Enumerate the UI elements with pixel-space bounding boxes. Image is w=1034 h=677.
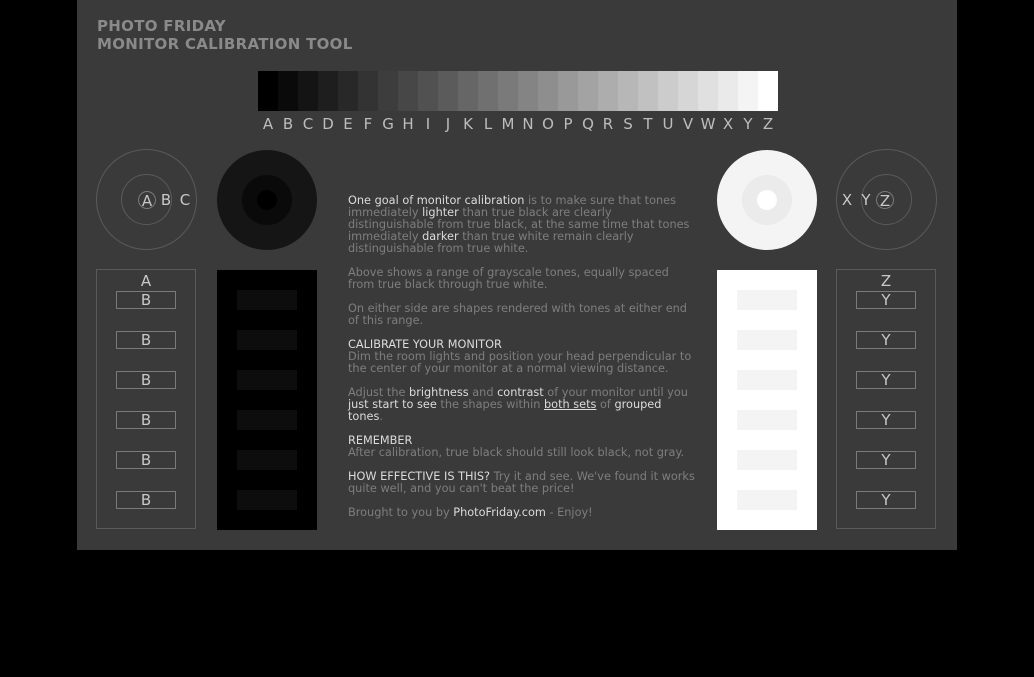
shapes-paragraph: On either side are shapes rendered with tones at either end of this range.	[348, 302, 687, 327]
tone-letter: U	[662, 115, 674, 133]
light-tone-rect	[737, 490, 797, 510]
remember-paragraph: REMEMBER After calibration, true black should still look black, not gray.	[348, 434, 685, 459]
grayscale-paragraph: Above shows a range of grayscale tones, equally spaced from true black through true white.	[348, 266, 669, 291]
effective-paragraph: HOW EFFECTIVE IS THIS? Try it and see. We've found it works quite well, and you can't beat the price!	[348, 470, 695, 495]
tone-swatch	[698, 71, 718, 111]
tone-letter: P	[563, 115, 573, 133]
grayscale-strip	[258, 71, 778, 111]
dark-tone-column	[217, 270, 317, 530]
calibrate-paragraph: CALIBRATE YOUR MONITOR Dim the room lights and position your head perpendicular to the center of your monitor at a normal viewing distance.	[348, 338, 692, 375]
photofriday-link[interactable]: PhotoFriday.com	[453, 506, 546, 519]
right-box-item: Y	[856, 331, 916, 349]
tone-swatch	[398, 71, 418, 111]
left-box-item: B	[116, 291, 176, 309]
tone-letter: B	[282, 115, 294, 133]
light-tone-column	[717, 270, 817, 530]
grayscale-letters	[258, 115, 778, 133]
tone-swatch	[758, 71, 778, 111]
intro-paragraph: One goal of monitor calibration is to make sure that tones immediately lighter than true black are clearly distinguishable from true black, at the same time that tones immediately darker than true white remain clearly distinguishable from true white.	[348, 194, 690, 255]
tone-swatch	[358, 71, 378, 111]
tone-letter: R	[602, 115, 614, 133]
left-box-header: A	[140, 272, 152, 290]
tone-letter: E	[343, 115, 353, 133]
dark-tone-rect	[237, 410, 297, 430]
tone-letter: V	[682, 115, 694, 133]
right-box-item: Y	[856, 491, 916, 509]
title-line-1: PHOTO FRIDAY	[97, 17, 226, 35]
tone-swatch	[378, 71, 398, 111]
tone-letter: N	[522, 115, 534, 133]
dark-tone-rect	[237, 490, 297, 510]
target-letter-b: B	[160, 191, 172, 209]
credit-paragraph: Brought to you by PhotoFriday.com - Enjoy!	[348, 506, 593, 519]
calibrate-heading: CALIBRATE YOUR MONITOR	[348, 338, 502, 351]
dark-tone-rect	[237, 370, 297, 390]
tone-swatch	[578, 71, 598, 111]
right-box-item: Y	[856, 291, 916, 309]
remember-heading: REMEMBER	[348, 434, 413, 447]
tone-letter: O	[542, 115, 554, 133]
left-letter-box	[96, 269, 196, 529]
light-tone-rect	[737, 450, 797, 470]
title-line-2: MONITOR CALIBRATION TOOL	[97, 35, 353, 53]
effective-heading: HOW EFFECTIVE IS THIS?	[348, 470, 490, 483]
tone-letter: C	[302, 115, 314, 133]
light-tone-rect	[737, 330, 797, 350]
tone-swatch	[438, 71, 458, 111]
tone-letter: G	[382, 115, 394, 133]
tone-letter: J	[445, 115, 451, 133]
left-box-item: B	[116, 451, 176, 469]
target-letter-c: C	[179, 191, 191, 209]
tone-swatch	[658, 71, 678, 111]
tone-letter: W	[700, 115, 716, 133]
calibration-panel	[77, 0, 957, 550]
dark-tone-rect	[237, 450, 297, 470]
tone-swatch	[718, 71, 738, 111]
tone-letter: K	[463, 115, 473, 133]
left-box-item: B	[116, 491, 176, 509]
adjust-paragraph: Adjust the brightness and contrast of your monitor until you just start to see the shapes within both sets of grouped tones.	[348, 386, 688, 423]
left-box-item: B	[116, 411, 176, 429]
tone-swatch	[418, 71, 438, 111]
tone-letter: Q	[582, 115, 594, 133]
light-tone-rect	[737, 290, 797, 310]
tone-swatch	[538, 71, 558, 111]
right-box-header: Z	[880, 272, 892, 290]
tone-swatch	[738, 71, 758, 111]
tone-letter: L	[483, 115, 493, 133]
tone-swatch	[278, 71, 298, 111]
instructions	[348, 195, 698, 531]
tone-swatch	[318, 71, 338, 111]
tone-letter: F	[363, 115, 373, 133]
light-tone-rect	[737, 410, 797, 430]
target-letter-a: A	[138, 191, 156, 209]
right-box-item: Y	[856, 411, 916, 429]
tone-letter: M	[501, 115, 515, 133]
tone-swatch	[618, 71, 638, 111]
tone-letter: X	[722, 115, 734, 133]
tone-letter: I	[425, 115, 431, 133]
tone-letter: S	[623, 115, 633, 133]
tone-swatch	[258, 71, 278, 111]
dark-tone-rect	[237, 290, 297, 310]
tone-swatch	[678, 71, 698, 111]
target-letter-y: Y	[861, 191, 871, 209]
tone-letter: D	[322, 115, 334, 133]
tone-swatch	[558, 71, 578, 111]
tone-swatch	[498, 71, 518, 111]
tone-swatch	[598, 71, 618, 111]
tone-swatch	[478, 71, 498, 111]
light-tone-rect	[737, 370, 797, 390]
tone-swatch	[458, 71, 478, 111]
tone-letter: T	[643, 115, 653, 133]
target-letter-z: Z	[876, 191, 894, 209]
tone-swatch	[298, 71, 318, 111]
tone-swatch	[338, 71, 358, 111]
target-letter-x: X	[841, 191, 853, 209]
right-box-item: Y	[856, 451, 916, 469]
left-box-item: B	[116, 371, 176, 389]
right-box-item: Y	[856, 371, 916, 389]
tone-letter: H	[402, 115, 414, 133]
tone-letter: Z	[762, 115, 774, 133]
tone-letter: Y	[743, 115, 753, 133]
right-letter-box	[836, 269, 936, 529]
tone-swatch	[518, 71, 538, 111]
tone-letter: A	[262, 115, 274, 133]
dark-tone-rect	[237, 330, 297, 350]
left-box-item: B	[116, 331, 176, 349]
tone-swatch	[638, 71, 658, 111]
